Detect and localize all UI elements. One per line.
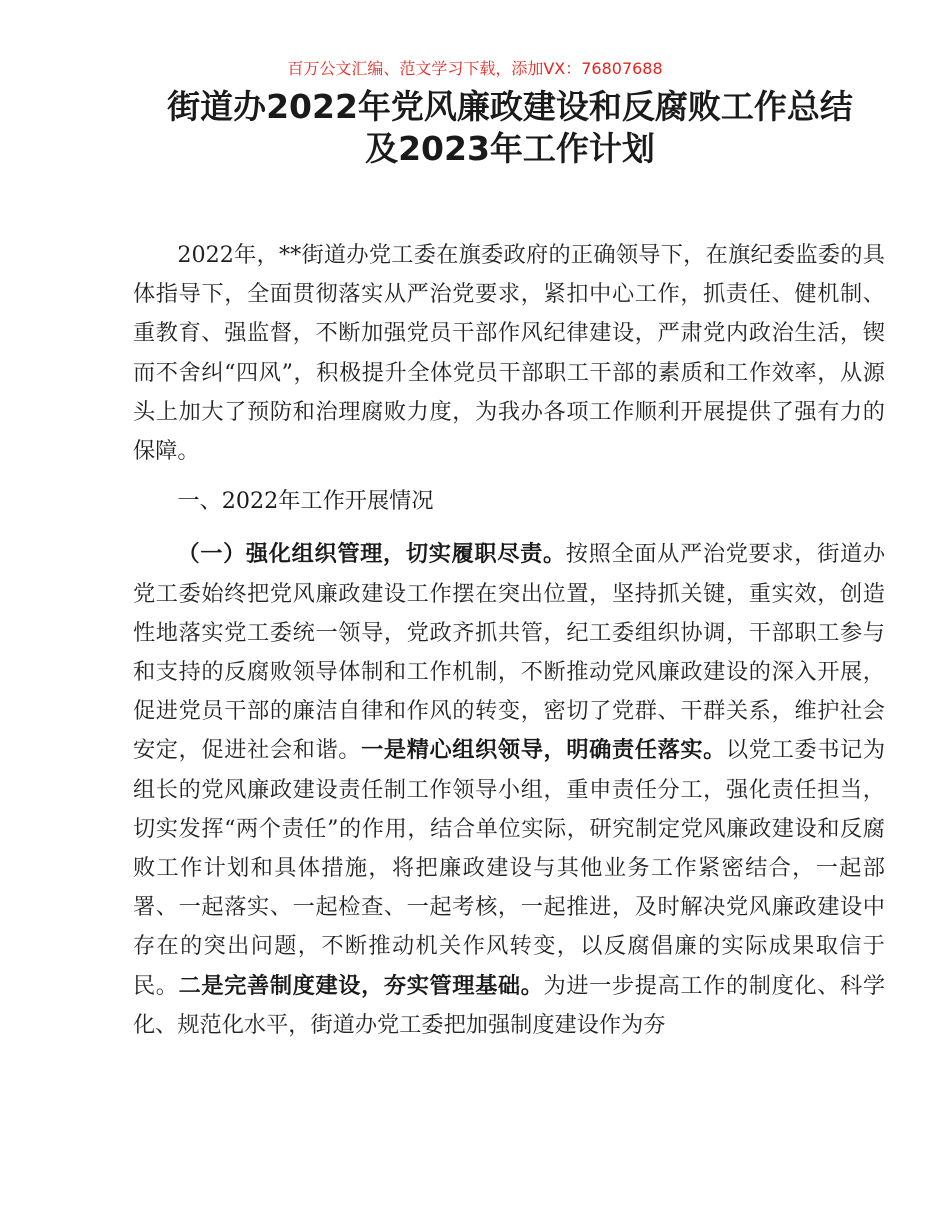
point-1-heading: 一是精心组织领导，明确责任落实。: [361, 737, 726, 764]
page-title: [100, 86, 920, 170]
point-2-heading: 二是完善制度建设，夯实管理基础。: [178, 972, 544, 999]
section-paragraph: [133, 535, 885, 1045]
subsection-heading: （一）强化组织管理，切实履职尽责。: [177, 541, 566, 568]
point-2-text: 为进一步提高工作的制度化、科学化、规范化水平，街道办党工委把加强制度建设作为夯: [133, 972, 886, 1038]
title-line-1: 街道办2022年党风廉政建设和反腐败工作总结: [167, 87, 853, 126]
intro-paragraph: 2022年，**街道办党工委在旗委政府的正确领导下，在旗纪委监委的具体指导下，全面贯彻落实从严治党要求，紧扣中心工作，抓责任、健机制、重教育、强监督，不断加强党员干部作风纪律建设，严肃党内政治生活，锲而不舍纠“四风”，积极提升全体党员干部职工干部的素质和工作效率，从源头上加大了预防和治理腐败力度，为我办各项工作顺利开展提供了强有力的保障。: [133, 242, 885, 465]
section-heading: 一、2022年工作开展情况: [177, 488, 434, 515]
title-line-2: 及2023年工作计划: [365, 129, 655, 168]
document-body: [133, 236, 885, 1045]
promo-banner: 百万公文汇编、范文学习下载，添加VX：76807688: [287, 59, 663, 78]
point-1-text: 以党工委书记为组长的党风廉政建设责任制工作领导小组，重申责任分工，强化责任担当，切实发挥“两个责任”的作用，结合单位实际，研究制定党风廉政建设和反腐败工作计划和具体措施，将把廉政建设与其他业务工作紧密结合，一起部署、一起落实、一起检查、一起考核，一起推进，及时解决党风廉政建设中存在的突出问题，不断推动机关作风转变，以反腐倡廉的实际成果取信于民。: [133, 737, 886, 999]
subsection-text: 按照全面从严治党要求，街道办党工委始终把党风廉政建设工作摆在突出位置，坚持抓关键，重实效，创造性地落实党工委统一领导，党政齐抓共管，纪工委组织协调，干部职工参与和支持的反腐败领导体制和工作机制，不断推动党风廉政建设的深入开展，促进党员干部的廉洁自律和作风的转变，密切了党群、干群关系，维护社会安定，促进社会和谐。: [133, 541, 886, 764]
